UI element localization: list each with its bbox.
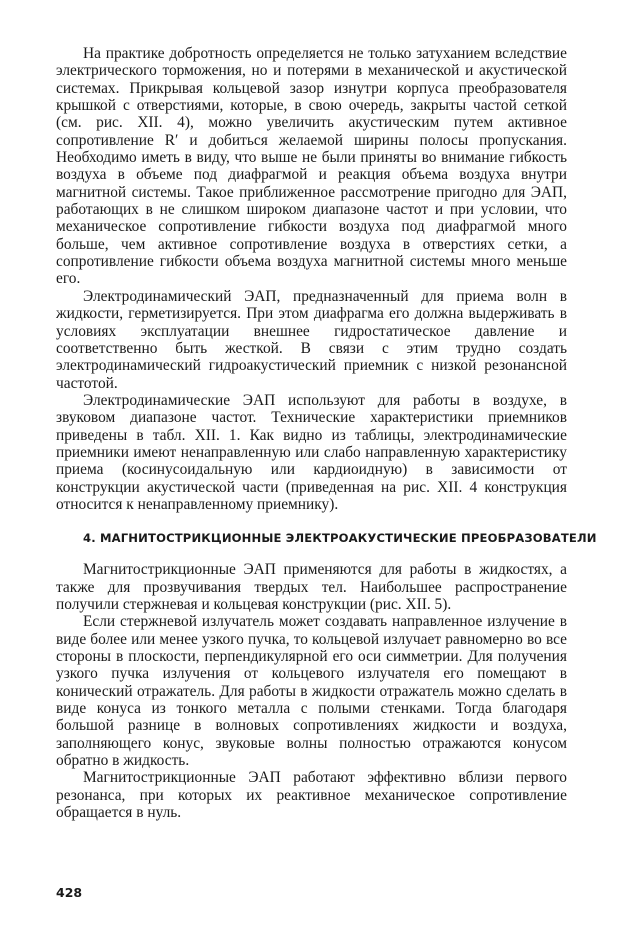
- paragraph-rod-vs-ring: Если стержневой излучатель может создавать направленное излучение в виде более или менее узкого пучка, то кольцевой излучает равномерно во все стороны в плоскости, перпендикулярной его оси симметрии. Для получения узкого пучка излучения от кольцевого излучателя его помещают в конический отражатель. Для работы в жидкости отражатель можно сделать в виде конуса из тонкого металла с полыми стенками. Тогда благодаря большой разнице в волновых сопротивлениях жидкости и воздуха, заполняющего конус, звуковые волны полностью отражаются конусом обратно в жидкость.: [56, 613, 567, 770]
- page-number: 428: [56, 885, 83, 900]
- paragraph-liquid-receiver: Электродинамический ЭАП, предназначенный для приема волн в жидкости, герметизируется. При этом диафрагма его должна выдерживать в условиях эксплуатации внешнее гидростатическое давление и соответственно быть жесткой. В связи с этим трудно создать электродинамический гидроакустический приемник с низкой резонансной частотой.: [56, 287, 567, 392]
- paragraph-q-factor: На практике добротность определяется не только затуханием вследствие электрического торможения, но и потерями в механической и акустической системах. Прикрывая кольцевой зазор изнутри корпуса преобразователя крышкой с отверстиями, которые, в свою очередь, закрыты частой сеткой (см. рис. XII. 4), можно увеличить акустическим путем активное сопротивление R′ и добиться желаемой ширины полосы пропускания. Необходимо иметь в виду, что выше не были приняты во внимание гибкость воздуха в объеме под диафрагмой и реакция объема воздуха внутри магнитной системы. Такое приближенное рассмотрение пригодно для ЭАП, работающих в не слишком широком диапазоне частот и при условии, что механическое сопротивление гибкости воздуха под диафрагмой много больше, чем активное сопротивление воздуха в отверстиях сетки, а сопротивление гибкости объема воздуха магнитной системы много меньше его.: [56, 45, 567, 288]
- paragraph-magnetostrictive-usage: Магнитострикционные ЭАП применяются для работы в жидкостях, а также для прозвучивания твердых тел. Наибольшее распространение получили стержневая и кольцевая конструкции (рис. XII. 5).: [56, 561, 567, 613]
- section-heading: 4. МАГНИТОСТРИКЦИОННЫЕ ЭЛЕКТРОАКУСТИЧЕСКИЕ ПРЕОБРАЗОВАТЕЛИ: [83, 531, 597, 546]
- paragraph-resonance: Магнитострикционные ЭАП работают эффективно вблизи первого резонанса, при которых их реактивное механическое сопротивление обращается в нуль.: [56, 769, 567, 822]
- paragraph-air-receivers: Электродинамические ЭАП используют для работы в воздухе, в звуковом диапазоне частот. Технические характеристики приемников приведены в табл. XII. 1. Как видно из таблицы, электродинамические приемники имеют ненаправленную или слабо направленную характеристику приема (косинусоидальную или кардиоидную) в зависимости от конструкции акустической части (приведенная на рис. XII. 4 конструкция относится к ненаправленному приемнику).: [56, 391, 567, 513]
- page-body: [56, 45, 597, 822]
